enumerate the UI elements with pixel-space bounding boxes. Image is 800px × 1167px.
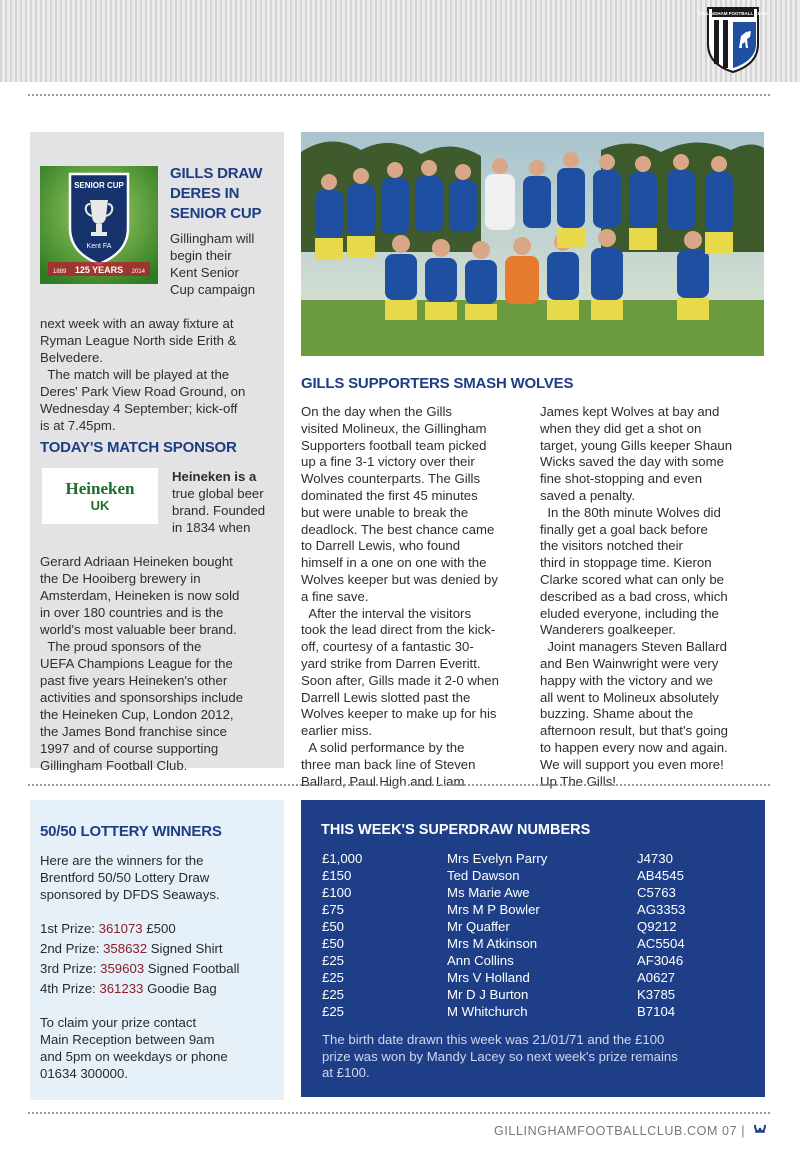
text-line: sponsored by DFDS Seaways.	[40, 887, 220, 902]
text-line: the James Bond franchise since	[40, 724, 227, 739]
text-line: Ryman League North side Erith &	[40, 333, 237, 348]
text-line: In the 80th minute Wolves did	[540, 504, 721, 520]
prize-value: Signed Football	[147, 961, 240, 976]
draw-code: A0627	[637, 970, 676, 985]
text-line: The match will be played at the	[40, 367, 230, 382]
article-heading: GILLS SUPPORTERS SMASH WOLVES	[301, 375, 574, 392]
text-line: happy with the victory and we	[540, 672, 713, 688]
text-line: Wolves counterparts. The Gills	[301, 471, 481, 487]
badge-start-year: 1889	[53, 269, 67, 275]
prize-value: £500	[146, 921, 176, 936]
text-line: To claim your prize contact	[40, 1015, 197, 1030]
text-line: is at 7.45pm.	[40, 418, 116, 433]
text-line: begin their	[170, 248, 232, 263]
text-line: Cup campaign	[170, 282, 256, 297]
text-line: Wanderers goalkeeper.	[540, 622, 676, 638]
draw-winner: Mr Quaffer	[447, 919, 510, 934]
prize-number: 359603	[100, 961, 145, 976]
text-line: at £100.	[322, 1065, 370, 1080]
text-line: up a fine 3-1 victory over their	[301, 454, 475, 470]
badge-years: 125 YEARS	[74, 265, 124, 275]
text-line: off, courtesy of a fantastic 30-	[301, 639, 474, 655]
prize-number: 358632	[103, 941, 148, 956]
senior-cup-heading	[170, 164, 280, 224]
text-line: Kent Senior	[170, 265, 239, 280]
text-line: next week with an away fixture at	[40, 316, 234, 331]
divider-top	[28, 94, 770, 96]
draw-code: C5763	[637, 885, 676, 900]
text-line: Gillingham Football Club.	[40, 758, 188, 773]
heading-line: SENIOR CUP	[170, 205, 262, 222]
draw-winner: Ms Marie Awe	[447, 885, 530, 900]
draw-code: B7104	[637, 1004, 676, 1019]
header-band	[0, 0, 800, 82]
draw-amount: £50	[322, 919, 345, 934]
lottery-intro	[40, 852, 280, 903]
badge-title: SENIOR CUP	[74, 181, 124, 190]
text-line: Wicks saved the day with some	[540, 454, 724, 470]
text-line: fine shot-stopping and even	[540, 471, 703, 487]
text-line: earlier miss.	[301, 723, 373, 739]
text-line: visited Molineux, the Gillingham	[301, 420, 487, 436]
text-line: Supporters football team picked	[301, 437, 487, 453]
text-line: Gerard Adriaan Heineken bought	[40, 554, 233, 569]
divider-middle	[28, 784, 770, 786]
lottery-panel	[30, 800, 284, 1100]
draw-amount: £25	[322, 1004, 345, 1019]
match-sponsor-heading: TODAY'S MATCH SPONSOR	[40, 439, 237, 456]
text-line: Brentford 50/50 Lottery Draw	[40, 870, 210, 885]
draw-code: J4730	[637, 851, 673, 866]
text-line: prize was won by Mandy Lacey so next week's prize remains	[322, 1048, 678, 1064]
text-line: in 1834 when	[172, 520, 251, 535]
draw-winner: Mrs M P Bowler	[447, 902, 540, 917]
text-line: but were unable to break the	[301, 504, 469, 520]
text-line: Up The Gills!	[540, 773, 616, 789]
text-line: himself in a one on one with the	[301, 555, 487, 571]
sponsor-body	[40, 553, 280, 774]
left-sidebar-panel	[30, 132, 284, 773]
draw-amount: £25	[322, 953, 345, 968]
draw-code: AF3046	[637, 953, 684, 968]
text-line: The birth date drawn this week was 21/01/71 and the £100	[322, 1032, 665, 1047]
draw-amount: £75	[322, 902, 345, 917]
text-line: yard strike from Darren Everitt.	[301, 655, 481, 671]
superdraw-note	[322, 1032, 752, 1082]
text-line: dominated the first 45 minutes	[301, 487, 478, 503]
draw-amount: £25	[322, 970, 345, 985]
text-line: target, young Gills keeper Shaun	[540, 437, 733, 453]
text-line: James kept Wolves at bay and	[540, 404, 720, 419]
text-line: Gillingham will	[170, 231, 255, 246]
draw-code: AB4545	[637, 868, 684, 883]
badge-end-year: 2014	[131, 269, 145, 275]
text-line: and 5pm on weekdays or phone	[40, 1049, 228, 1064]
text-line: UEFA Champions League for the	[40, 656, 233, 671]
text-line: three man back line of Steven	[301, 756, 476, 772]
text-line	[172, 468, 282, 485]
text-line: The proud sponsors of the	[40, 639, 202, 654]
text-line: Belvedere.	[40, 350, 104, 365]
sponsor-name-bold: Heineken is a	[172, 469, 257, 484]
text-line: third in stoppage time. Kieron	[540, 555, 712, 571]
text-line: a fine save.	[301, 588, 369, 604]
draw-winner: Mrs M Atkinson	[447, 936, 538, 951]
text-line: afternoon result, but that's going	[540, 723, 728, 739]
text-line: to happen every now and again.	[540, 739, 728, 755]
draw-code: Q9212	[637, 919, 677, 934]
draw-winner: Mrs V Holland	[447, 970, 530, 985]
text-line: past five years Heineken's other	[40, 673, 228, 688]
draw-amount: £25	[322, 987, 345, 1002]
draw-winner: Ann Collins	[447, 953, 514, 968]
text-line: On the day when the Gills	[301, 404, 453, 419]
senior-cup-badge-icon	[40, 166, 158, 284]
draw-amount: £50	[322, 936, 345, 951]
text-line: to Darrell Lewis, who found	[301, 538, 461, 554]
text-line: After the interval the visitors	[301, 605, 472, 621]
text-line: Clarke scored what can only be	[540, 571, 724, 587]
text-line: activities and sponsorships include	[40, 690, 244, 705]
draw-winner: M Whitchurch	[447, 1004, 528, 1019]
article-column-1	[301, 404, 529, 790]
text-line: the visitors notched their	[540, 538, 683, 554]
text-line: saved a penalty.	[540, 487, 636, 503]
text-line: Wolves keeper to make up for his	[301, 706, 497, 722]
text-line: the Heineken Cup, London 2012,	[40, 707, 234, 722]
heading-line: GILLS DRAW	[170, 165, 263, 182]
text-line: 01634 300000.	[40, 1066, 129, 1081]
draw-code: K3785	[637, 987, 676, 1002]
senior-cup-body	[40, 315, 280, 434]
badge-org: Kent FA	[86, 243, 112, 250]
heineken-logo-region: UK	[90, 498, 110, 513]
prize-label: 3rd Prize:	[40, 961, 97, 976]
draw-winner: Ted Dawson	[447, 868, 520, 883]
sponsor-intro	[172, 468, 282, 536]
draw-amount: £100	[322, 885, 352, 900]
prize-label: 4th Prize:	[40, 981, 96, 996]
text-line: 1997 and of course supporting	[40, 741, 219, 756]
prize-number: 361233	[99, 981, 144, 996]
text-line: Deres' Park View Road Ground, on	[40, 384, 246, 399]
text-line: Darrell Lewis slotted past the	[301, 689, 471, 705]
draw-amount: £1,000	[322, 851, 363, 866]
text-line: Soon after, Gills made it 2-0 when	[301, 672, 499, 688]
text-line: Joint managers Steven Ballard	[540, 639, 727, 655]
prize-row	[40, 980, 217, 997]
heineken-logo	[42, 468, 158, 524]
club-crest-icon	[699, 4, 767, 74]
text-line: when they did get a shot on	[540, 420, 702, 436]
draw-amount: £150	[322, 868, 352, 883]
divider-bottom	[28, 1112, 770, 1114]
text-line: Wednesday 4 September; kick-off	[40, 401, 238, 416]
team-photo	[301, 132, 764, 356]
text-line: took the lead direct from the kick-	[301, 622, 496, 638]
lottery-claim-info	[40, 1014, 280, 1082]
article-column-2	[540, 404, 768, 790]
text-line: buzzing. Shame about the	[540, 706, 694, 722]
prize-label: 2nd Prize:	[40, 941, 100, 956]
text-line: Here are the winners for the	[40, 853, 204, 868]
draw-winner: Mrs Evelyn Parry	[447, 851, 548, 866]
text-line: brand. Founded	[172, 503, 266, 518]
text-line: the De Hooiberg brewery in	[40, 571, 201, 586]
prize-value: Goodie Bag	[147, 981, 217, 996]
senior-cup-intro	[170, 230, 282, 298]
text-line: world's most valuable beer brand.	[40, 622, 237, 637]
crest-text: GILLINGHAM FOOTBALL CLUB	[699, 11, 767, 16]
text-line: We will support you even more!	[540, 756, 724, 772]
text-line: Main Reception between 9am	[40, 1032, 215, 1047]
text-line: Ballard, Paul High and Liam	[301, 773, 465, 789]
text-line: A solid performance by the	[301, 739, 465, 755]
heineken-logo-name: Heineken	[65, 479, 135, 498]
prize-row	[40, 920, 176, 937]
draw-code: AG3353	[637, 902, 686, 917]
text-line: eluded everyone, including the	[540, 605, 719, 621]
club-monogram-icon	[752, 1122, 768, 1138]
text-line: Wolves keeper but was denied by	[301, 571, 498, 587]
text-line: described as a bad cross, which	[540, 588, 728, 604]
prize-number: 361073	[98, 921, 143, 936]
draw-winner: Mr D J Burton	[447, 987, 529, 1002]
superdraw-heading: THIS WEEK'S SUPERDRAW NUMBERS	[321, 822, 591, 838]
footer-url: GILLINGHAMFOOTBALLCLUB.COM 07 |	[494, 1124, 746, 1138]
prize-row	[40, 960, 239, 977]
lottery-heading: 50/50 LOTTERY WINNERS	[40, 823, 222, 840]
text-line: finally get a goal back before	[540, 521, 708, 537]
draw-code: AC5504	[637, 936, 685, 951]
text-line: all went to Molineux absolutely	[540, 689, 719, 705]
prize-row	[40, 940, 223, 957]
text-line: Amsterdam, Heineken is now sold	[40, 588, 240, 603]
superdraw-panel	[301, 800, 765, 1097]
text-line: deadlock. The best chance came	[301, 521, 495, 537]
prize-label: 1st Prize:	[40, 921, 95, 936]
text-line: true global beer	[172, 486, 264, 501]
text-line: and Ben Wainwright were very	[540, 655, 719, 671]
text-line: in over 180 countries and is the	[40, 605, 224, 620]
prize-value: Signed Shirt	[150, 941, 223, 956]
heading-line: DERES IN	[170, 185, 240, 202]
